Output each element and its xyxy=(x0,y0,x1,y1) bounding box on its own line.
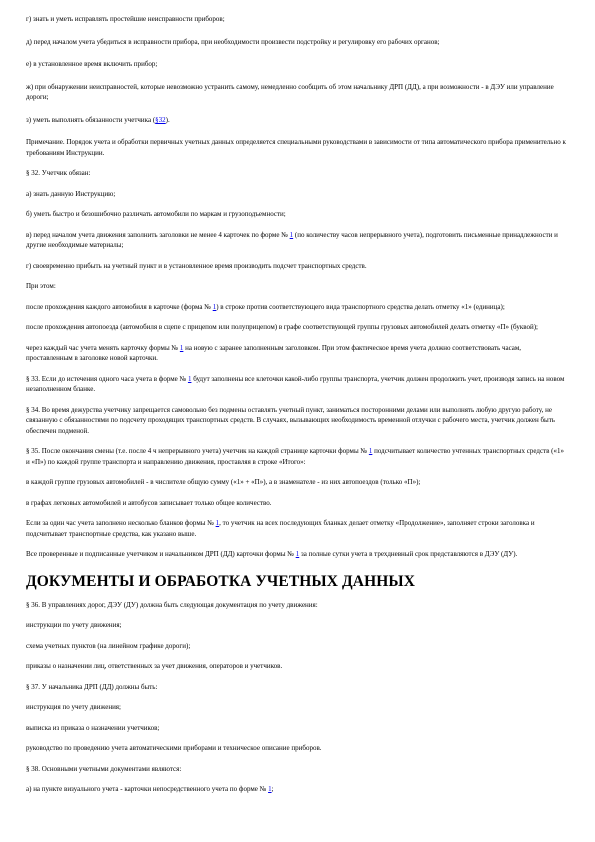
paragraph xyxy=(26,302,569,313)
reference-link[interactable]: §32 xyxy=(155,115,166,124)
paragraph-text-continued: ) в строке против соответствующего вида транспортного средства делать отметку «1» (единица); xyxy=(216,302,505,311)
paragraph xyxy=(26,281,569,292)
paragraph-text-continued: ; xyxy=(271,785,274,793)
paragraph-text: б) уметь быстро и безошибочно различать автомобили по маркам и грузоподъемности; xyxy=(26,210,286,218)
paragraph-text-continued: , то учетчик на всех последующих бланках делает отметку «Продолжение», заполняет строки заголовка и подсчитывает транспортные средства, как указано выше. xyxy=(26,519,535,538)
paragraph xyxy=(26,600,569,611)
paragraph-text: схема учетных пунктов (на линейном графике дороги); xyxy=(26,641,191,650)
paragraph-text: в) перед началом учета движения заполнить заголовки не менее 4 карточек по форме № xyxy=(26,230,290,239)
paragraph xyxy=(26,59,569,70)
paragraph xyxy=(26,620,569,631)
paragraph xyxy=(26,743,569,754)
paragraph-text: § 34. Во время дежурства учетчику запрещается самовольно без подмены оставлять учетный пункт, заниматься посторонними делами или выполнять любую другую работу, не связанную с обязанностями по подсчету проходящих транспортных средств. В случаях, вызывающих необходимость временной отлучки с рабочего места, учетчик должен быть обеспечен подменой. xyxy=(26,405,555,435)
reference-link[interactable]: 1 xyxy=(289,230,294,239)
paragraphs-bottom xyxy=(26,600,569,795)
paragraph-text: в каждой группе грузовых автомобилей - в числителе общую сумму («1» + «П»), а в знаменателе - из них автопоездов (только «П»); xyxy=(26,478,421,486)
paragraph xyxy=(26,682,569,693)
reference-link[interactable]: 1 xyxy=(215,519,220,527)
paragraph-text: е) в установленное время включить прибор; xyxy=(26,60,158,68)
reference-link[interactable]: 1 xyxy=(368,447,373,455)
paragraph-text-continued: (по количеству часов непрерывного учета), подготовить письменные принадлежности и другие необходимые материалы; xyxy=(26,230,558,249)
paragraph-text: При этом: xyxy=(26,282,56,290)
paragraph xyxy=(26,82,569,103)
paragraph-text: § 35. После окончания смены (т.е. после 4 ч непрерывного учета) учетчик на каждой странице карточки формы № xyxy=(26,447,369,455)
paragraph xyxy=(26,209,569,220)
paragraph xyxy=(26,702,569,713)
paragraph xyxy=(26,446,569,467)
paragraph-text: через каждый час учета менять карточку формы № xyxy=(26,343,180,352)
paragraph-text: Если за один час учета заполнено несколько бланков формы № xyxy=(26,519,216,527)
paragraph-text: г) своевременно прибыть на учетный пункт и в установленное время производить подсчет транспортных средств. xyxy=(26,261,367,270)
reference-link[interactable]: 1 xyxy=(268,785,272,793)
paragraph-text: инструкция по учету движения; xyxy=(26,703,121,711)
reference-link[interactable]: 1 xyxy=(212,302,217,311)
paragraph-text: после прохождения каждого автомобиля в карточке (форма № xyxy=(26,302,213,311)
paragraph xyxy=(26,518,569,539)
paragraph-text-continued: будут заполнены все клеточки какой-либо группы транспорта, учетчик должен продолжить учет, производя запись на новом незаполненном бланке. xyxy=(26,374,565,393)
paragraph xyxy=(26,343,569,364)
paragraph-text: § 37. У начальника ДРП (ДД) должны быть: xyxy=(26,682,158,691)
paragraph-text-continued: ). xyxy=(165,115,170,124)
paragraph-text-continued: подсчитывает количество учтенных транспортных средств («1» и «П») по каждой группе транспорта и направлению движения, проставляя в строке «Итого»: xyxy=(26,447,564,466)
paragraph-text: § 36. В управлениях дорог, ДЭУ (ДУ) должна быть следующая документация по учету движения: xyxy=(26,600,318,609)
paragraph xyxy=(26,405,569,437)
paragraph-text: руководство по проведению учета автоматическими приборами и техническое описание приборов. xyxy=(26,744,322,752)
paragraph-text: Примечание. Порядок учета и обработки первичных учетных данных определяется специальными руководствами в зависимости от типа автоматического прибора применительно к требованиям Инструкции. xyxy=(26,138,566,157)
paragraph xyxy=(26,189,569,200)
paragraph xyxy=(26,374,569,395)
paragraph-text: § 38. Основными учетными документами являются: xyxy=(26,764,182,773)
paragraph xyxy=(26,137,569,158)
reference-link[interactable]: 1 xyxy=(295,550,300,558)
paragraph-text-continued: на новую с заранее заполненным заголовком. При этом фактическое время учета должно соответствовать часам, проставленным в заголовке новой карточки. xyxy=(26,343,522,362)
paragraph-text: а) знать данную Инструкцию; xyxy=(26,189,116,198)
paragraph-text: после прохождения автопоезда (автомобиля в сцепе с прицепом или полуприцепом) в графе соответствующей группы грузовых автомобилей делать отметку «П» (буквой); xyxy=(26,323,539,331)
paragraph xyxy=(26,14,569,25)
paragraph xyxy=(26,764,569,775)
paragraph-text: ж) при обнаружении неисправностей, которые невозможно устранить самому, немедленно сообщить об этом начальнику ДРП (ДД), а при возможности - в ДЭУ или управление дороги; xyxy=(26,82,554,101)
reference-link[interactable]: 1 xyxy=(187,374,192,383)
paragraph xyxy=(26,115,569,126)
paragraph xyxy=(26,168,569,179)
paragraph-text: § 33. Если до истечения одного часа учета в форме № xyxy=(26,374,188,383)
paragraph-text: приказы о назначении лиц, ответственных за учет движения, операторов и учетчиков. xyxy=(26,662,283,670)
paragraph xyxy=(26,723,569,734)
section-heading: ДОКУМЕНТЫ И ОБРАБОТКА УЧЕТНЫХ ДАННЫХ xyxy=(26,572,415,590)
paragraph xyxy=(26,230,569,251)
paragraph-text-continued: за полные сутки учета в трехдневный срок представляются в ДЭУ (ДУ). xyxy=(299,550,518,558)
paragraph-text: а) на пункте визуального учета - карточки непосредственного учета по форме № xyxy=(26,785,269,793)
paragraph xyxy=(26,498,569,509)
paragraph xyxy=(26,549,569,560)
paragraph-text: Все проверенные и подписанные учетчиком и начальником ДРП (ДД) карточки формы № xyxy=(26,550,296,558)
paragraph xyxy=(26,661,569,672)
reference-link[interactable]: 1 xyxy=(179,343,184,352)
paragraph xyxy=(26,37,569,48)
paragraph xyxy=(26,784,569,795)
paragraph xyxy=(26,477,569,488)
paragraph-text: выписка из приказа о назначении учетчиков; xyxy=(26,723,160,732)
paragraph xyxy=(26,322,569,333)
paragraph-text: в графах легковых автомобилей и автобусов записывает только общее количество. xyxy=(26,498,272,507)
paragraph-text: г) знать и уметь исправлять простейшие неисправности приборов; xyxy=(26,15,225,23)
paragraph-text: д) перед началом учета убедиться в исправности прибора, при необходимости произвести подстройку и регулировку его рабочих органов; xyxy=(26,37,440,46)
paragraph-text: инструкции по учету движения; xyxy=(26,621,122,629)
paragraph xyxy=(26,641,569,652)
paragraph-text: з) уметь выполнять обязанности учетчика ( xyxy=(26,115,156,124)
paragraph-text: § 32. Учетчик обязан: xyxy=(26,169,91,177)
paragraphs-top xyxy=(26,14,569,560)
paragraph xyxy=(26,261,569,272)
